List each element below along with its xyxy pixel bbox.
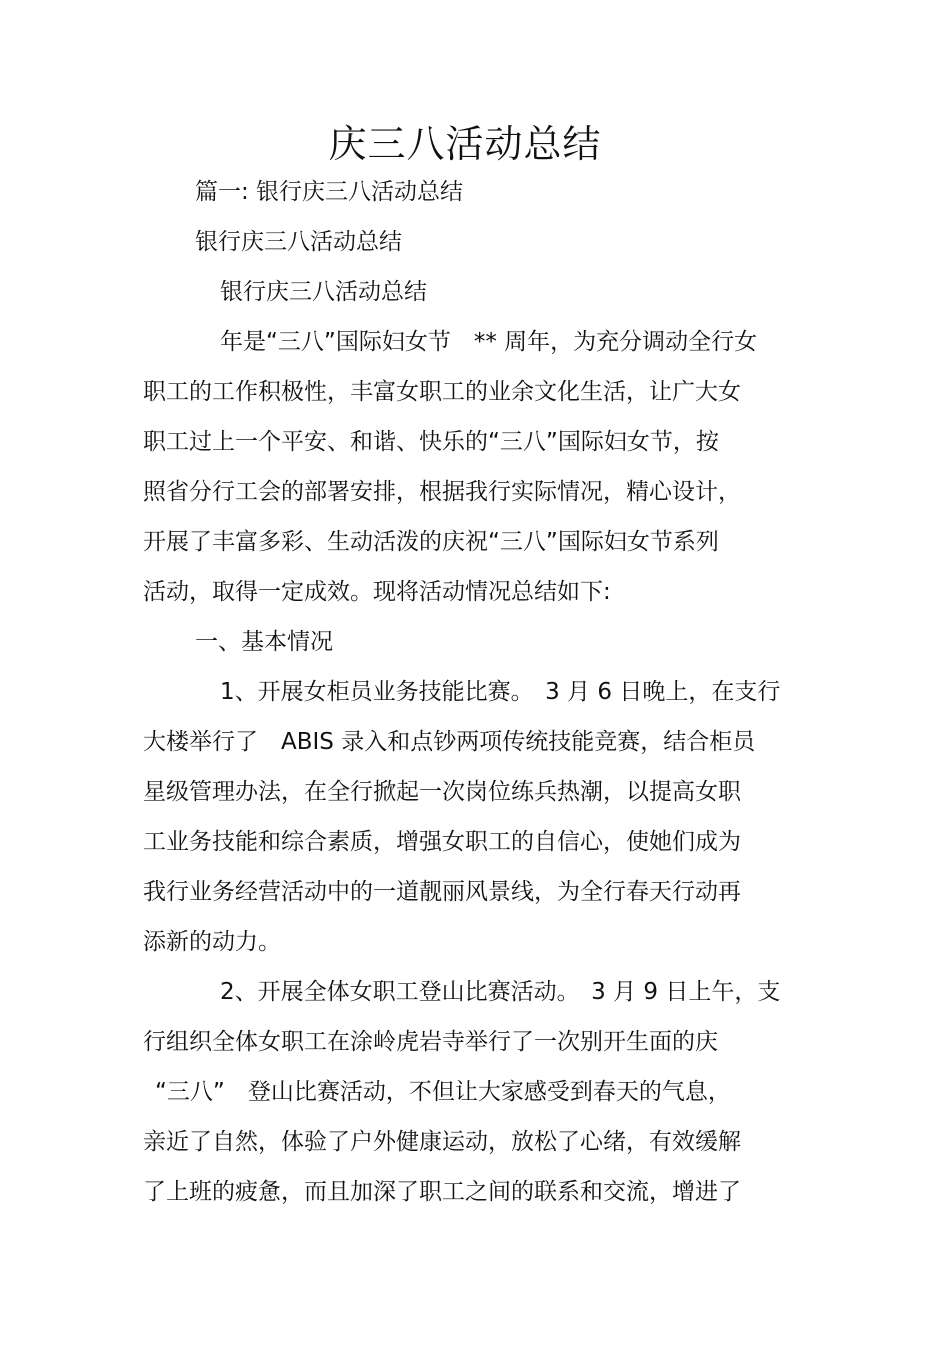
paragraph-line: 职工过上一个平安、和谐、快乐的“三八”国际妇女节，按 [143,429,719,455]
paragraph-line: 2、开展全体女职工登山比赛活动。 3 月 9 日上午，支 [220,979,781,1005]
paragraph-line: 职工的工作积极性，丰富女职工的业余文化生活，让广大女 [143,379,741,405]
paragraph-line: 年是“三八”国际妇女节 ** 周年，为充分调动全行女 [220,329,758,355]
paragraph-line: 照省分行工会的部署安排，根据我行实际情况，精心设计， [143,479,741,505]
section-heading: 一、基本情况 [195,629,333,655]
paragraph-line: 工业务技能和综合素质，增强女职工的自信心，使她们成为 [143,829,741,855]
subheading: 银行庆三八活动总结 [195,229,402,255]
paragraph-line: 大楼举行了 ABIS 录入和点钞两项传统技能竞赛，结合柜员 [143,729,756,755]
paragraph-line: 了上班的疲惫，而且加深了职工之间的联系和交流，增进了 [143,1179,741,1205]
paragraph-line: 行组织全体女职工在涂岭虎岩寺举行了一次别开生面的庆 [143,1029,718,1055]
paragraph-line: 开展了丰富多彩、生动活泼的庆祝“三八”国际妇女节系列 [143,529,719,555]
paragraph-line: “三八” 登山比赛活动，不但让大家感受到春天的气息， [155,1079,731,1105]
paragraph-line: 星级管理办法，在全行掀起一次岗位练兵热潮，以提高女职 [143,779,741,805]
paragraph-line: 活动，取得一定成效。现将活动情况总结如下: [143,579,611,605]
subheading: 银行庆三八活动总结 [220,279,427,305]
paragraph-line: 亲近了自然，体验了户外健康运动，放松了心绪，有效缓解 [143,1129,741,1155]
paragraph-line: 添新的动力。 [143,929,281,955]
document-title: 庆三八活动总结 [328,122,602,166]
paragraph-line: 1、开展女柜员业务技能比赛。 3 月 6 日晚上，在支行 [220,679,781,705]
section-heading: 篇一: 银行庆三八活动总结 [195,179,464,205]
paragraph-line: 我行业务经营活动中的一道靓丽风景线，为全行春天行动再 [143,879,741,905]
